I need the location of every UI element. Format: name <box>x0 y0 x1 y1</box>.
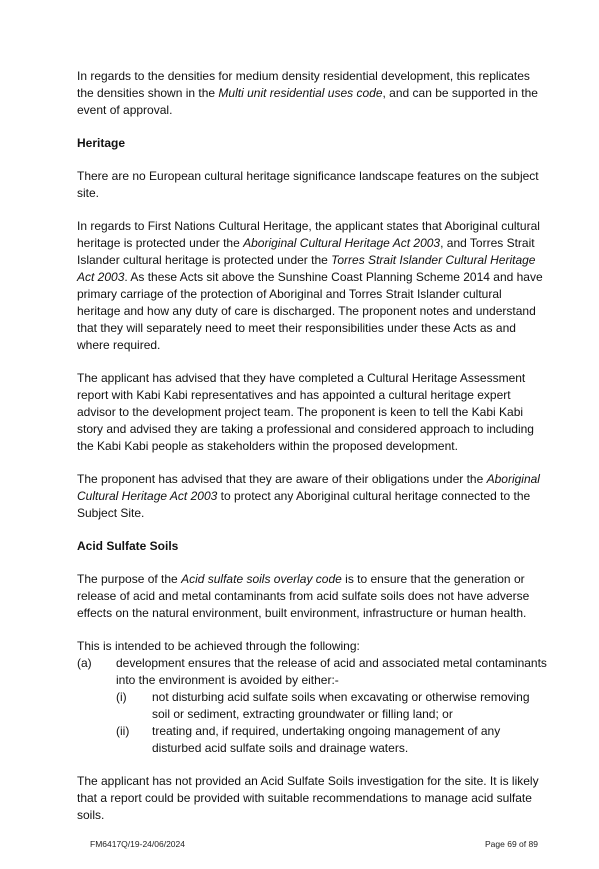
text-run: The purpose of the <box>77 572 182 586</box>
paragraph-purpose <box>77 571 547 622</box>
paragraph-assessment: The applicant has advised that they have completed a Cultural Heritage Assessment report with Kabi Kabi representatives and has appointed a cultural heritage expert advisor to the development project team. The proponent is keen to tell the Kabi Kabi story and advised they are taking a professional and considered approach to including the Kabi Kabi people as stakeholders within the proposed development. <box>77 371 534 453</box>
footer-page-number: Page 69 of 89 <box>485 839 538 849</box>
text-run: In regards to the densities for medium density residential development, this replicates the densities shown in the <box>77 69 530 100</box>
code-title: Multi unit residential uses code <box>218 86 383 100</box>
list-item-i <box>116 689 547 723</box>
list-text: development ensures that the release of acid and associated metal contaminants into the environment is avoided by either:- <box>116 656 547 687</box>
paragraph-european-heritage: There are no European cultural heritage significance landscape features on the subject site. <box>77 169 539 200</box>
list-text: treating and, if required, undertaking ongoing management of any disturbed acid sulfate soils and drainage waters. <box>152 724 501 755</box>
footer-doc-ref: FM6417Q/19-24/06/2024 <box>90 839 185 849</box>
outcomes-list <box>77 638 547 757</box>
act-title: Torres Strait Islander Cultural Heritage Act 2003 <box>77 253 536 284</box>
text-run: to protect any Aboriginal cultural heritage connected to the Subject Site. <box>77 489 531 520</box>
act-title: Aboriginal Cultural Heritage Act 2003 <box>77 472 540 503</box>
list-item-a <box>77 655 547 689</box>
list-label: (ii) <box>116 724 130 738</box>
text-run: is to ensure that the generation or release of acid and metal contaminants from acid sulfate soils does not have adverse effects on the natural environment, built environment, infrastructure or human health. <box>77 572 530 620</box>
list-item-ii <box>116 723 547 757</box>
text-run: , and can be supported in the event of approval. <box>77 86 538 117</box>
heading-acid-sulfate-soils: Acid Sulfate Soils <box>77 539 179 553</box>
paragraph-investigation: The applicant has not provided an Acid Sulfate Soils investigation for the site. It is likely that a report could be provided with suitable recommendations to manage acid sulfate soils. <box>77 774 539 822</box>
text-run: , and Torres Strait Islander cultural heritage is protected under the <box>77 236 535 267</box>
text-run: . As these Acts sit above the Sunshine Coast Planning Scheme 2014 and have primary carriage of the protection of Aboriginal and Torres Strait Islander cultural heritage and how any duty of care is discharged. The proponent notes and understand that they will separately need to meet their responsibilities under these Acts as and where required. <box>77 270 543 352</box>
list-text: not disturbing acid sulfate soils when excavating or otherwise removing soil or sediment, extracting groundwater or filling land; or <box>152 690 530 721</box>
act-title: Aboriginal Cultural Heritage Act 2003 <box>243 236 441 250</box>
text-run: In regards to First Nations Cultural Heritage, the applicant states that Aboriginal cultural heritage is protected under the <box>77 219 540 250</box>
code-title: Acid sulfate soils overlay code <box>181 572 342 586</box>
paragraph-obligations <box>77 471 547 522</box>
list-label: (a) <box>77 656 92 670</box>
text-run: The proponent has advised that they are aware of their obligations under the <box>77 472 487 486</box>
document-page <box>77 68 547 840</box>
paragraph-first-nations <box>77 218 547 354</box>
paragraph-densities <box>77 68 547 119</box>
list-label: (i) <box>116 690 127 704</box>
heading-heritage: Heritage <box>77 136 126 150</box>
paragraph-intro: This is intended to be achieved through the following: <box>77 639 360 653</box>
